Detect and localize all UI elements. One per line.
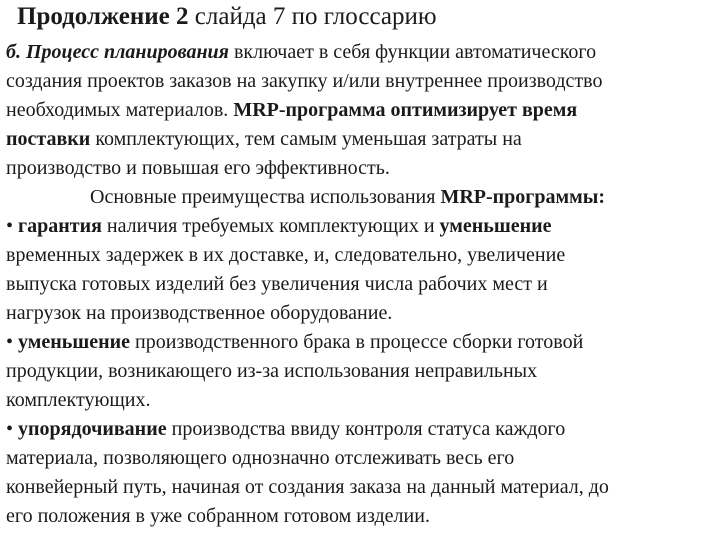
text-line [6, 299, 720, 328]
slide-body-text [6, 38, 720, 531]
text-segment: поставки [6, 128, 91, 150]
slide-title-bold: Продолжение 2 [17, 3, 189, 30]
text-segment: MRP-программы: [440, 186, 606, 208]
text-line [6, 386, 720, 415]
text-line [6, 241, 720, 270]
text-segment: включает в себя функции автоматического [228, 41, 597, 63]
text-line [6, 328, 720, 357]
text-segment: б. Процесс планирования [6, 41, 229, 63]
text-segment: производство и повышая его эффективность. [6, 157, 390, 179]
text-segment: уменьшение [18, 331, 131, 353]
text-line [6, 212, 720, 241]
text-segment: производственного брака в процессе сборки готовой [130, 331, 584, 353]
text-segment: его положения в уже собранном готовом изделии. [6, 505, 430, 527]
text-segment: создания проектов заказов на закупку и/или внутреннее производство [6, 70, 603, 92]
text-line [6, 96, 720, 125]
text-line [6, 183, 720, 212]
text-segment: конвейерный путь, начиная от создания заказа на данный материал, до [6, 476, 609, 498]
text-segment: наличия требуемых комплектующих и [101, 215, 440, 237]
text-segment: материала, позволяющего однозначно отслеживать весь его [6, 447, 515, 469]
slide-title-rest: слайда 7 по глоссарию [188, 3, 437, 30]
text-line [6, 270, 720, 299]
text-line [6, 444, 720, 473]
text-segment: комплектующих, тем самым уменьшая затраты на [90, 128, 522, 150]
text-line [6, 357, 720, 386]
text-segment: упорядочивание [18, 418, 167, 440]
text-line [6, 473, 720, 502]
text-segment: MRP-программа оптимизирует время [233, 99, 578, 121]
text-line [6, 154, 720, 183]
text-line [6, 38, 720, 67]
text-segment: уменьшение [439, 215, 552, 237]
text-line [6, 415, 720, 444]
text-line [6, 125, 720, 154]
text-segment: нагрузок на производственное оборудование. [6, 302, 393, 324]
text-segment: выпуска готовых изделий без увеличения числа рабочих мест и [6, 273, 548, 295]
text-segment: • [6, 215, 19, 237]
text-line [6, 502, 720, 531]
text-segment: необходимых материалов. [6, 99, 234, 121]
text-segment: • [6, 418, 19, 440]
slide-title [17, 2, 437, 32]
text-segment: гарантия [18, 215, 102, 237]
text-segment: продукции, возникающего из-за использования неправильных [6, 360, 538, 382]
text-segment: производства ввиду контроля статуса каждого [166, 418, 566, 440]
text-segment: Основные преимущества использования [90, 186, 441, 208]
text-segment: временных задержек в их доставке, и, следовательно, увеличение [6, 244, 566, 266]
text-segment: • [6, 331, 19, 353]
text-segment: комплектующих. [6, 389, 151, 411]
text-line [6, 67, 720, 96]
